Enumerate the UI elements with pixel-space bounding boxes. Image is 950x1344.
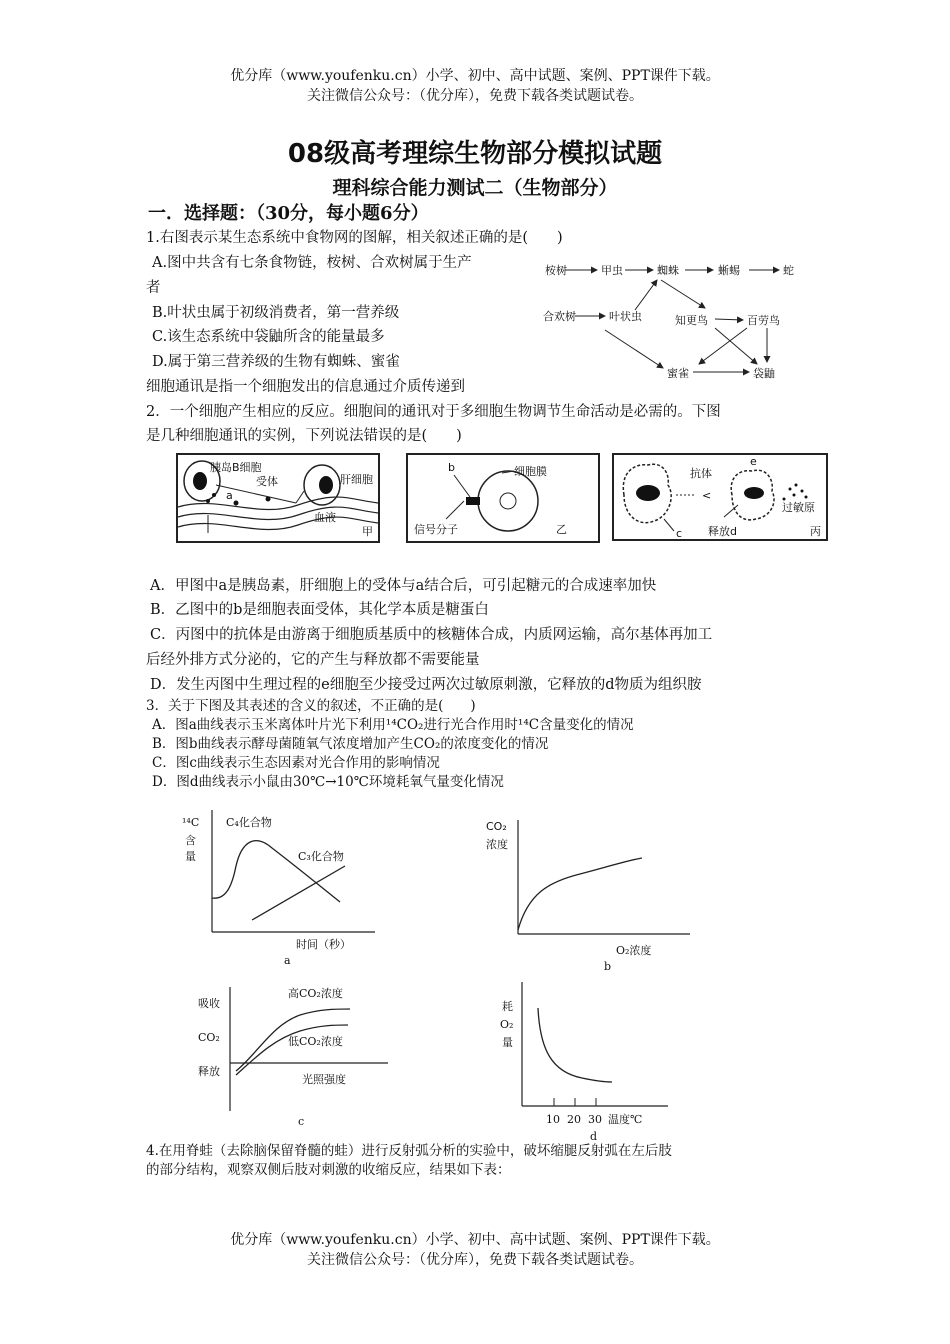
node-spider: 蜘蛛	[657, 264, 679, 277]
graph-a-xlabel: 时间（秒）	[296, 938, 351, 951]
q2-option-c-cont: 后经外排方式分泌的，它的产生与释放都不需要能量	[146, 652, 480, 668]
node-beetle: 甲虫	[601, 264, 623, 277]
label-liver-cell: 肝细胞	[340, 473, 373, 486]
label-yi: 乙	[556, 523, 567, 536]
node-acacia: 合欢树	[543, 310, 576, 323]
label-c: c	[676, 527, 683, 539]
graph-a-ylabel-3: 量	[185, 850, 196, 863]
node-eucalyptus: 桉树	[545, 264, 567, 277]
label-antibody: 抗体	[690, 467, 712, 480]
graph-b-xlabel: O₂浓度	[616, 944, 652, 957]
q2-option-a: A．甲图中a是胰岛素，肝细胞上的受体与a结合后，可引起糖元的合成速率加快	[150, 578, 657, 594]
graph-d-tick-30: 30	[588, 1113, 602, 1126]
node-snake: 蛇	[783, 264, 794, 277]
q3-stem: 3．关于下图及其表述的含义的叙述，不正确的是( )	[146, 698, 476, 714]
label-signal-molecule: 信号分子	[414, 523, 458, 536]
q4-stem-1: 4.在用脊蛙（去除脑保留脊髓的蛙）进行反射弧分析的实验中，破坏缩腿反射弧在左后肢	[146, 1143, 672, 1159]
graph-a	[180, 810, 380, 970]
label-e: e	[750, 455, 757, 468]
graph-b-ylabel-1: CO₂	[486, 820, 507, 833]
curve-co2	[518, 858, 642, 930]
graph-b-label: b	[604, 960, 612, 972]
header-line-1: 优分库（www.youfenku.cn）小学、初中、高中试题、案例、PPT课件下载。	[230, 68, 720, 84]
graph-c-label: c	[298, 1115, 305, 1128]
node-honeyeater: 蜜雀	[667, 367, 689, 380]
node-leafbug: 叶状虫	[609, 310, 642, 323]
graph-a-label: a	[284, 954, 291, 967]
figure-yi	[406, 453, 600, 543]
q1-option-b: B.叶状虫属于初级消费者，第一营养级	[152, 305, 400, 321]
graph-c-low-label: 低CO₂浓度	[288, 1035, 343, 1048]
q1-option-a: A.图中共含有七条食物链，桉树、合欢树属于生产	[152, 255, 472, 271]
graph-d-tick-20: 20	[567, 1113, 581, 1126]
node-kingfisher: 知更鸟	[675, 314, 708, 327]
graph-a-c4-label: C₄化合物	[226, 816, 272, 829]
curve-c3	[252, 866, 345, 920]
q2-intro: 细胞通讯是指一个细胞发出的信息通过介质传递到	[146, 379, 465, 395]
graph-d-xlabel: 温度℃	[608, 1113, 643, 1126]
page-subtitle: 理科综合能力测试二（生物部分）	[332, 177, 618, 199]
graph-c	[196, 985, 396, 1135]
label-receptor: 受体	[256, 475, 278, 488]
q2-stem-2: 是几种细胞通讯的实例，下列说法错误的是( )	[146, 428, 462, 444]
curve-low-co2	[236, 1025, 348, 1075]
graph-d-ylabel-2: O₂	[500, 1018, 514, 1031]
node-shrike: 百劳鸟	[747, 314, 780, 327]
q1-stem: 1.右图表示某生态系统中食物网的图解，相关叙述正确的是( )	[146, 230, 563, 246]
q2-stem-1: 2．一个细胞产生相应的反应。细胞间的通讯对于多细胞生物调节生命活动是必需的。下图	[146, 404, 721, 420]
label-bing: 丙	[810, 525, 821, 538]
graph-d-ylabel-1: 耗	[502, 1000, 513, 1013]
graph-c-ylabel-1: 吸收	[198, 997, 220, 1010]
graph-c-ylabel-2: CO₂	[198, 1031, 220, 1044]
graph-d-ylabel-3: 量	[502, 1036, 513, 1049]
q3-option-a: A．图a曲线表示玉米离体叶片光下利用¹⁴CO₂进行光合作用时¹⁴C含量变化的情况	[152, 717, 634, 733]
label-a: a	[226, 489, 233, 502]
curve-o2-consumption	[538, 1008, 612, 1082]
q1-option-d: D.属于第三营养级的生物有蜘蛛、蜜雀	[152, 354, 400, 370]
label-islet-b-cell: 胰岛B细胞	[210, 461, 262, 474]
label-allergen: 过敏原	[782, 501, 815, 514]
figure-jia	[176, 453, 380, 543]
graph-b	[480, 812, 700, 972]
q2-option-b: B．乙图中的b是细胞表面受体，其化学本质是糖蛋白	[150, 602, 489, 618]
section-heading: 一．选择题：（30分，每小题6分）	[148, 203, 429, 224]
food-web-diagram	[535, 250, 825, 385]
node-lizard: 蜥蜴	[718, 264, 740, 277]
q1-option-c: C.该生态系统中袋鼬所含的能量最多	[152, 329, 385, 345]
graph-c-high-label: 高CO₂浓度	[288, 987, 343, 1000]
graph-b-ylabel-2: 浓度	[486, 838, 508, 851]
footer-line-2: 关注微信公众号：（优分库），免费下载各类试题试卷。	[307, 1252, 643, 1268]
graph-a-c3-label: C₃化合物	[298, 850, 344, 863]
label-jia: 甲	[362, 525, 373, 538]
node-quoll: 袋鼬	[753, 367, 775, 380]
graph-a-ylabel-2: 含	[185, 834, 196, 847]
q3-option-b: B．图b曲线表示酵母菌随氧气浓度增加产生CO₂的浓度变化的情况	[152, 736, 549, 752]
q4-stem-2: 的部分结构，观察双侧后肢对刺激的收缩反应，结果如下表：	[146, 1162, 511, 1178]
label-cell-membrane: 细胞膜	[514, 465, 547, 478]
graph-d-tick-10: 10	[546, 1113, 560, 1126]
q3-option-c: C．图c曲线表示生态因素对光合作用的影响情况	[152, 755, 440, 771]
label-release-d: 释放d	[708, 525, 737, 538]
figure-bing	[612, 453, 828, 541]
graph-c-xlabel: 光照强度	[302, 1073, 346, 1086]
graph-a-ylabel-1: ¹⁴C	[182, 816, 200, 829]
footer-line-1: 优分库（www.youfenku.cn）小学、初中、高中试题、案例、PPT课件下载。	[230, 1232, 720, 1248]
graph-d	[492, 980, 672, 1145]
label-b: b	[448, 461, 455, 474]
q3-option-d: D．图d曲线表示小鼠由30℃→10℃环境耗氧气量变化情况	[152, 774, 504, 790]
q2-option-c: C．丙图中的抗体是由游离于细胞质基质中的核糖体合成，内质网运输，高尔基体再加工	[150, 627, 713, 643]
label-blood: 血液	[314, 511, 336, 524]
page-title: 08级高考理综生物部分模拟试题	[287, 139, 663, 169]
q1-option-a-cont: 者	[146, 280, 161, 296]
graph-c-ylabel-3: 释放	[198, 1065, 220, 1078]
header-line-2: 关注微信公众号：（优分库），免费下载各类试题试卷。	[307, 88, 643, 104]
q2-option-d: D．发生丙图中生理过程的e细胞至少接受过两次过敏原刺激，它释放的d物质为组织胺	[150, 677, 702, 693]
svg-text:<: <	[702, 489, 712, 502]
graph-d-label: d	[590, 1130, 598, 1143]
